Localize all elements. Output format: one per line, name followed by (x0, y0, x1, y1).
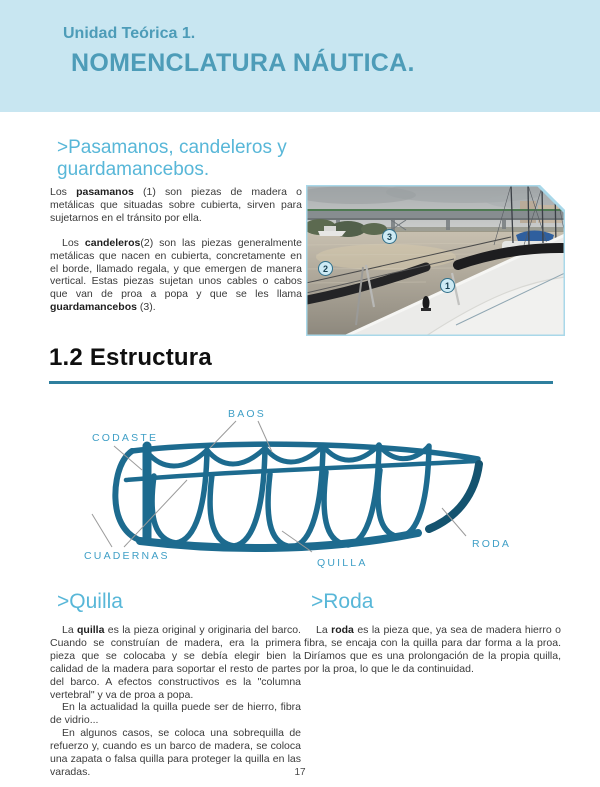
text-run: (3). (136, 301, 156, 314)
photo-marker-3: 3 (382, 229, 397, 244)
stern-frame (115, 451, 142, 541)
intro-paragraph-2 (50, 237, 302, 314)
text-run: Los (62, 236, 85, 249)
label-roda: RODA (472, 538, 512, 550)
text-run: (1) son piezas de madera o metálicas que situadas sobre cubierta, sirven para sujetarnos en el tránsito por ella. (50, 186, 302, 224)
roda-piece (429, 464, 479, 529)
roda-section (304, 590, 561, 676)
text-run: La (62, 624, 78, 636)
quilla-paragraph-1 (50, 624, 301, 701)
label-quilla: QUILLA (317, 557, 368, 569)
photo-marker-1: 1 (440, 278, 455, 293)
page-title: NOMENCLATURA NÁUTICA. (71, 49, 415, 77)
text-run: es la pieza que, ya sea de madera hierro o fibra, se encaja con la quilla para dar forma a la proa. Diríamos que es una prolongación de la propia quilla, por la proa, lo que le da continuidad. (304, 624, 561, 675)
section-rule (49, 381, 553, 384)
quilla-paragraph-3: En algunos casos, se coloca una sobrequilla de refuerzo y, cuando es un barco de madera, se coloca una zapata o falsa quilla para proteger la quilla en las varadas. (50, 727, 301, 778)
text-run: La (316, 624, 332, 636)
text-run: Los (50, 186, 77, 198)
quilla-paragraph-2: En la actualidad la quilla puede ser de hierro, fibra de vidrio... (50, 701, 301, 727)
roda-paragraph-1 (304, 624, 561, 676)
quilla-section (50, 590, 301, 779)
photo-marker-2: 2 (318, 261, 333, 276)
deck-photo (306, 185, 565, 336)
text-run: es la pieza original y originaria del barco. Cuando se construían de madera, era la primera pieza que se colocaba y se debía elegir bien la calidad de la madera para soportar el resto de partes del barco. A efectos constructivos es la "columna vertebral" y va de proa a popa. (50, 624, 301, 701)
roda-heading: >Roda (311, 590, 374, 613)
text-run: (2) son las piezas generalmente metálicas que nacen en cubierta, concretamente en el borde, llamado regala, y que emergen de manera vertical. Estas piezas sujetan unos cables o cabos que van de proa a popa y que se les llama (50, 236, 302, 301)
term-guardamancebos: guardamancebos (50, 301, 137, 314)
unit-kicker: Unidad Teórica 1. (63, 25, 196, 42)
term-candeleros: candeleros (84, 236, 141, 249)
term-quilla: quilla (77, 624, 105, 636)
label-baos: BAOS (228, 408, 266, 420)
term-roda: roda (331, 624, 354, 636)
label-codaste: CODASTE (92, 432, 159, 444)
term-pasamanos: pasamanos (76, 186, 134, 198)
intro-text-column (50, 186, 302, 326)
header-band (0, 0, 600, 112)
label-cuadernas: CUADERNAS (84, 550, 170, 562)
estructura-heading: 1.2 Estructura (49, 344, 212, 371)
quilla-heading: >Quilla (57, 590, 123, 613)
hull-structure-diagram (62, 400, 540, 580)
deck-photo-illustration (306, 185, 565, 336)
intro-section-heading: >Pasamanos, candeleros y guardamancebos. (57, 137, 287, 181)
intro-paragraph-1 (50, 186, 302, 225)
page-number: 17 (294, 767, 306, 778)
